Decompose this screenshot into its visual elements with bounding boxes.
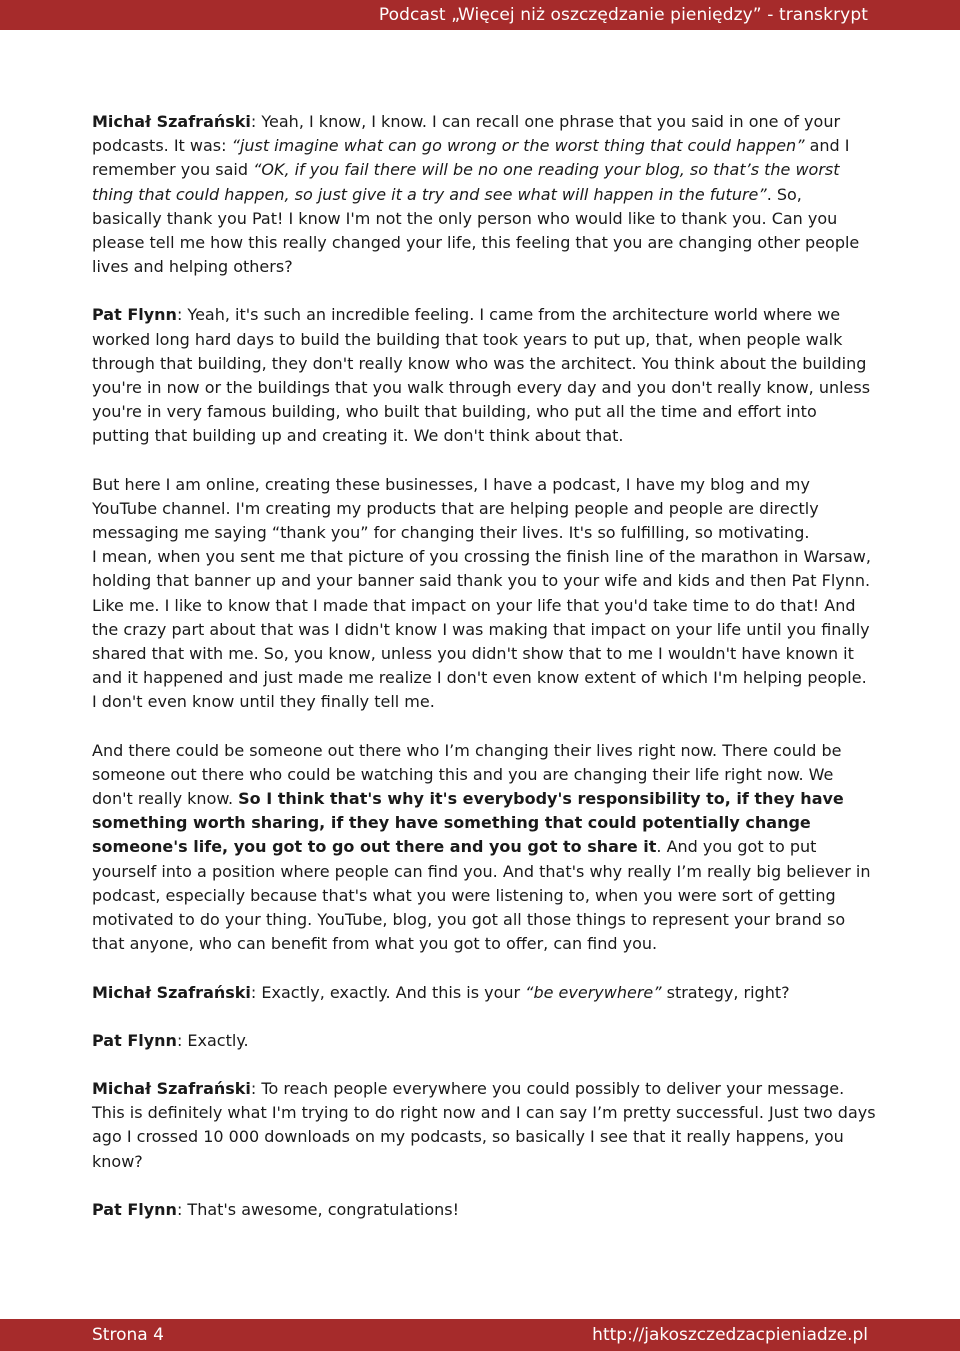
speaker-name: Michał Szafrański — [92, 112, 251, 131]
speaker-name: Pat Flynn — [92, 305, 177, 325]
page-number: Strona 4 — [92, 1325, 164, 1345]
paragraph-text: : Exactly, exactly. And this is your — [250, 982, 526, 1002]
paragraph-text: : Yeah, I know, I know. I can recall one phrase that you said in one of your podcasts. It was: — [92, 112, 841, 156]
transcript-paragraph — [92, 303, 876, 448]
paragraph-text: I mean, when you sent me that picture of you crossing the finish line of the marathon in Warsaw, holding that banner up and your banner said thank you to your wife and kids and then Pat Flynn. Like me. I like to know that I made that impact on your life that you'd take time to do that! And the crazy part about that was I didn't know I was making that impact on your life until you finally shared that with me. So, you know, unless you didn't show that to me I wouldn't have known it and it happened and just made me realize I don't even know extent of which I'm helping people. I don't even know until they finally tell me. — [92, 547, 871, 712]
speaker-name: Michał Szafrański — [92, 982, 251, 1002]
transcript-paragraph — [92, 110, 876, 279]
quote-italic-text: “OK, if you fail there will be no one reading your blog, so that’s the worst thing that could happen, so just give it a try and see what will happen in the future” — [92, 160, 840, 204]
transcript-paragraph — [92, 1029, 876, 1053]
transcript-body — [92, 110, 876, 1246]
paragraph-text: strategy, right? — [661, 982, 790, 1002]
paragraph-text: : Yeah, it's such an incredible feeling. I came from the architecture world where we worked long hard days to build the building that took years to put up, that, when people walk through that building, they don't really know who was the architect. You think about the building you're in now or the buildings that you walk through every day and you don't really know, unless you're in very famous building, who built that building, who put all the time and effort into putting that building up and creating it. We don't think about that. — [92, 305, 871, 446]
speaker-name: Pat Flynn — [92, 1030, 177, 1050]
transcript-paragraph — [92, 981, 876, 1005]
speaker-name: Michał Szafrański — [92, 1078, 251, 1098]
paragraph-text: And there could be someone out there who I’m changing their lives right now. There could be someone out there who could be watching this and you are changing their life right now. We don't really know. — [92, 740, 842, 809]
paragraph-text: : That's awesome, congratulations! — [176, 1199, 460, 1219]
header-bar — [0, 0, 960, 30]
transcript-paragraph — [92, 473, 876, 715]
paragraph-text: : To reach people everywhere you could possibly to deliver your message. This is definitely what I'm trying to do right now and I can say I’m pretty successful. Just two days ago I crossed 10 000 downloads on my podcasts, so basically I see that it really happens, you know? — [92, 1078, 876, 1171]
paragraph-text: and I remember you said — [92, 136, 850, 180]
footer-url[interactable]: http://jakoszczedzacpieniadze.pl — [592, 1325, 868, 1345]
paragraph-text: But here I am online, creating these businesses, I have a podcast, I have my blog and my YouTube channel. I'm creating my products that are helping people and people are directly messaging me saying “thank you” for changing their lives. It's so fulfilling, so motivating. — [92, 474, 819, 543]
speaker-name: Pat Flynn — [92, 1199, 177, 1219]
quote-italic-text: “be everywhere” — [525, 982, 662, 1002]
transcript-paragraph — [92, 1198, 876, 1222]
header-title: Podcast „Więcej niż oszczędzanie pieniędzy” - transkrypt — [378, 5, 868, 25]
emphasis-bold-text: So I think that's why it's everybody's responsibility to, if they have something worth sharing, if they have something that could potentially change someone's life, you got to go out there and you got to share it — [92, 789, 844, 857]
footer-bar — [0, 1319, 960, 1351]
paragraph-text: . So, basically thank you Pat! I know I'm not the only person who would like to thank you. Can you please tell me how this really changed your life, this feeling that you are changing other people lives and helping others? — [92, 184, 860, 277]
quote-italic-text: “just imagine what can go wrong or the worst thing that could happen” — [231, 136, 805, 156]
transcript-paragraph — [92, 1077, 876, 1174]
paragraph-text: : Exactly. — [176, 1030, 249, 1050]
transcript-paragraph — [92, 739, 876, 957]
paragraph-text: . And you got to put yourself into a position where people can find you. And that's why really I’m really big believer in podcast, especially because that's what you were listening to, when you were sort of getting motivated to do your thing. YouTube, blog, you got all those things to represent your brand so that anyone, who can benefit from what you got to offer, can find you. — [92, 837, 871, 954]
